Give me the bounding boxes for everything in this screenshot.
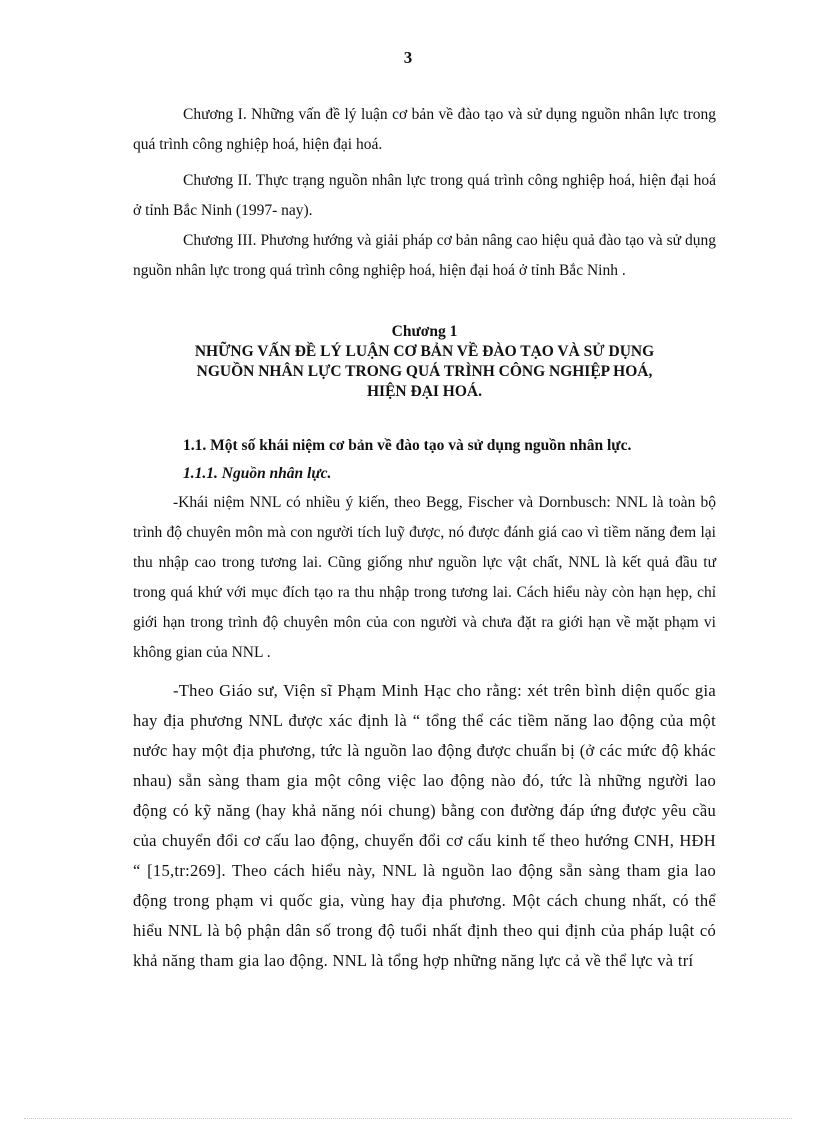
section-heading: 1.1. Một số khái niệm cơ bản về đào tạo và sử dụng nguồn nhân lực. [183,437,632,454]
intro-chapter-1: Chương I. Những vấn đề lý luận cơ bản về đào tạo và sử dụng nguồn nhân lực trong quá trình công nghiệp hoá, hiện đại hoá. [133,106,716,153]
chapter-title-line-3: HIỆN ĐẠI HOÁ. [367,383,482,400]
chapter-heading [133,322,716,402]
chapter-title-line-2: NGUỒN NHÂN LỰC TRONG QUÁ TRÌNH CÔNG NGHIỆP HOÁ, [196,363,653,380]
intro-chapter-2: Chương II. Thực trạng nguồn nhân lực trong quá trình công nghiệp hoá, hiện đại hoá ở tỉnh Bắc Ninh (1997- nay). [133,172,716,219]
page-bottom-divider [24,1118,792,1119]
subsection-heading: 1.1.1. Nguồn nhân lực. [183,465,332,482]
page-number: 3 [403,48,413,67]
chapter-label: Chương 1 [391,323,458,340]
paragraph-1: -Khái niệm NNL có nhiều ý kiến, theo Begg, Fischer và Dornbusch: NNL là toàn bộ trình độ chuyên môn mà con người tích luỹ được, nó được đánh giá cao vì tiềm năng đem lại thu nhập cao trong tương lai. Cũng giống như nguồn lực vật chất, NNL là kết quả đầu tư trong quá khứ với mục đích tạo ra thu nhập trong tương lai. Cách hiểu này còn hạn hẹp, chỉ giới hạn trong trình độ chuyên môn của con người và chưa đặt ra giới hạn về mặt phạm vi không gian của NNL . [133,494,716,661]
intro-chapter-3: Chương III. Phương hướng và giải pháp cơ bản nâng cao hiệu quả đào tạo và sử dụng nguồn nhân lực trong quá trình công nghiệp hoá, hiện đại hoá ở tỉnh Bắc Ninh . [133,232,716,279]
chapter-title-line-1: NHỮNG VẤN ĐỀ LÝ LUẬN CƠ BẢN VỀ ĐÀO TẠO VÀ SỬ DỤNG [194,343,655,360]
paragraph-2: -Theo Giáo sư, Viện sĩ Phạm Minh Hạc cho rằng: xét trên bình diện quốc gia hay địa phương NNL được xác định là “ tổng thể các tiềm năng lao động của một nước hay một địa phương, tức là nguồn lao động được chuẩn bị (ở các mức độ khác nhau) sẵn sàng tham gia một công việc lao động nào đó, tức là những người lao động có kỹ năng (hay khả năng nói chung) bằng con đường đáp ứng được yêu cầu của chuyển đổi cơ cấu lao động, chuyển đổi cơ cấu kinh tế theo hướng CNH, HĐH “ [15,tr:269]. Theo cách hiểu này, NNL là nguồn lao động sẵn sàng tham gia lao động trong phạm vi quốc gia, vùng hay địa phương. Một cách chung nhất, có thể hiểu NNL là bộ phận dân số trong độ tuổi nhất định theo qui định của pháp luật có khả năng tham gia lao động. NNL là tổng hợp những năng lực cả về thể lực và trí [133,681,716,970]
body-text [133,100,716,976]
